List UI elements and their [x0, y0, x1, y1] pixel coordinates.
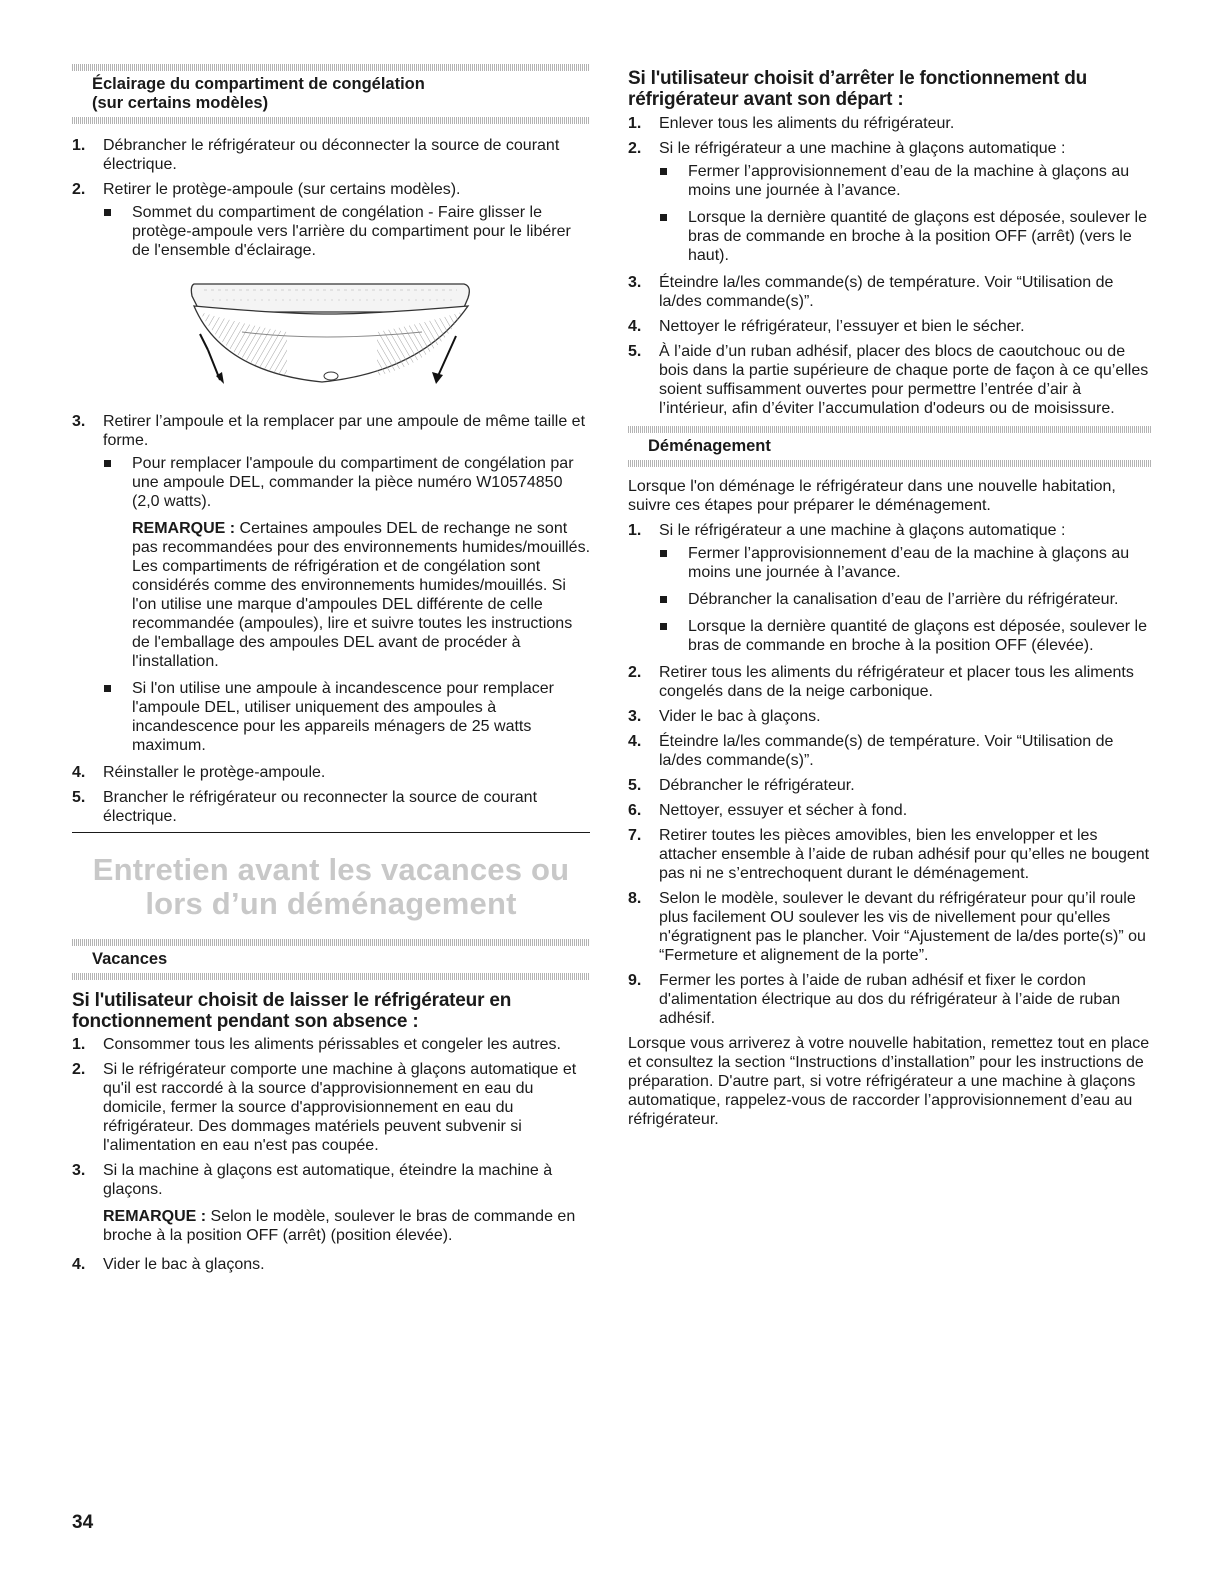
list-item: 5. Débrancher le réfrigérateur. [628, 777, 855, 794]
list-item: 3. Vider le bac à glaçons. [628, 708, 821, 725]
note: REMARQUE : Certaines ampoules DEL de rechange ne sont pas recommandées pour des environnements humides/mouillés. Les compartiments de réfrigération et de congélation sont considérés comme des environnements humides/mouillés. Si l'on utilise une marque d'ampoules DEL différente de celle recommandée (ampoules), lire et suivre toutes les instructions de l'emballage des ampoules DEL avant de procéder à l'installation. [132, 520, 591, 670]
list-item: 4. Vider le bac à glaçons. [72, 1256, 265, 1273]
chapter-title: Entretien avant les vacances ou lors d’un déménagement [92, 852, 570, 921]
section-rule [72, 832, 590, 833]
section-divider [628, 460, 1152, 467]
section-title-demenagement: Déménagement [648, 437, 771, 455]
bullet-item: Fermer l’approvisionnement d’eau de la machine à glaçons au moins une journée à l’avance. [659, 544, 1152, 582]
vacances-steps [72, 1035, 590, 1274]
section-title-vacances: Vacances [92, 950, 168, 968]
right-column [628, 68, 1152, 1135]
list-item: 8. Selon le modèle, soulever le devant du réfrigérateur pour qu’il roule plus facilement OU soulever les vis de nivellement pour qu'elles n'égratignent pas le plancher. Voir “Ajustement de la/des porte(s)” ou “Fermeture et alignement de la porte”. [628, 890, 1146, 964]
list-item: 3. Retirer l’ampoule et la remplacer par une ampoule de même taille et forme. Pour remplacer l'ampoule du compartiment de congélation par une ampoule DEL, commander la pièce numéro W10574850 (2,0 watts). REMARQUE : Certaines ampoules DEL de rechange ne sont pas recommandées pour des environnements humides/mouillés. Les compartiments de réfrigération et de congélation sont considérés comme des environnements humides/mouillés. Si l'on utilise une marque d'ampoules DEL différente de celle recommandée (ampoules), lire et suivre toutes les instructions de l'emballage des ampoules DEL avant de procéder à l'installation. Si l'on utilise une ampoule à incandescence pour remplacer l'ampoule DEL, utiliser uniquement des ampoules à incandescence pour les appareils ménagers de 25 watts maximum. [72, 413, 591, 754]
list-item: 7. Retirer toutes les pièces amovibles, bien les envelopper et les attacher ensemble à l’aide de ruban adhésif pour qu’elles ne bougent pas ni ne s’entrechoquent durant le déménagement. [628, 827, 1150, 882]
list-item: 2. Si le réfrigérateur a une machine à glaçons automatique : Fermer l’approvisionnement d’eau de la machine à glaçons au moins une journée à l’avance. Lorsque la dernière quantité de glaçons est déposée, soulever le bras de commande en broche à la position OFF (arrêt) (vers le haut). [628, 139, 1152, 265]
section-title-eclairage: Éclairage du compartiment de congélation (sur certains modèles) [92, 75, 425, 112]
list-item: 1. Débrancher le réfrigérateur ou déconnecter la source de courant électrique. [72, 137, 560, 173]
bullet-item: Fermer l’approvisionnement d’eau de la machine à glaçons au moins une journée à l’avance. [659, 162, 1152, 200]
list-item: 9. Fermer les portes à l’aide de ruban adhésif et fixer le cordon d'alimentation électrique au dos du réfrigérateur à l’aide de ruban adhésif. [628, 972, 1121, 1027]
demenagement-outro: Lorsque vous arriverez à votre nouvelle habitation, remettez tout en place et consultez la section “Instructions d’installation” pour les instructions de préparation. D'autre part, si votre réfrigérateur a une machine à glaçons automatique, rappelez-vous de raccorder l’approvisionnement d’eau au réfrigérateur. [628, 1035, 1150, 1128]
lamp-cover-illustration [72, 272, 590, 400]
arret-steps [628, 114, 1152, 418]
demenagement-intro: Lorsque l'on déménage le réfrigérateur dans une nouvelle habitation, suivre ces étapes pour préparer le déménagement. [628, 478, 1116, 514]
vacances-heading: Si l'utilisateur choisit de laisser le réfrigérateur en fonctionnement pendant son absence : [72, 990, 512, 1032]
note: REMARQUE : Selon le modèle, soulever le bras de commande en broche à la position OFF (arrêt) (position élevée). [103, 1208, 576, 1244]
bullet-item: Pour remplacer l'ampoule du compartiment de congélation par une ampoule DEL, commander la pièce numéro W10574850 (2,0 watts). [103, 454, 590, 511]
section-divider [72, 973, 590, 980]
left-column [72, 64, 590, 1280]
section-divider [72, 939, 590, 946]
eclairage-steps-cont [72, 412, 590, 826]
list-item: 1. Consommer tous les aliments périssables et congeler les autres. [72, 1036, 561, 1053]
section-divider [628, 426, 1152, 433]
lamp-cover-drawing [72, 272, 590, 400]
list-item: 4. Éteindre la/les commande(s) de température. Voir “Utilisation de la/des commande(s)”. [628, 733, 1114, 769]
list-item: 2. Si le réfrigérateur comporte une machine à glaçons automatique et qu'il est raccordé à la source d'approvisionnement en eau du domicile, fermer la source d'approvisionnement en eau du réfrigérateur. Des dommages matériels peuvent subvenir si l'alimentation en eau n'est pas coupée. [72, 1061, 577, 1154]
bullet-item: Débrancher la canalisation d’eau de l’arrière du réfrigérateur. [659, 590, 1152, 609]
bullet-item: Sommet du compartiment de congélation - Faire glisser le protège-ampoule vers l'arrière du compartiment pour le libérer de l'ensemble d'éclairage. [103, 203, 590, 260]
list-item: 4. Réinstaller le protège-ampoule. [72, 764, 326, 781]
page-number: 34 [72, 1512, 94, 1533]
section-divider [72, 117, 590, 124]
bullet-item: Si l'on utilise une ampoule à incandescence pour remplacer l'ampoule DEL, utiliser uniquement des ampoules à incandescence pour les appareils ménagers de 25 watts maximum. [103, 679, 590, 755]
bullet-item: Lorsque la dernière quantité de glaçons est déposée, soulever le bras de commande en broche à la position OFF (élevée). [659, 617, 1152, 655]
list-item: 4. Nettoyer le réfrigérateur, l’essuyer et bien le sécher. [628, 318, 1025, 335]
list-item: 3. Éteindre la/les commande(s) de température. Voir “Utilisation de la/des commande(s)”. [628, 274, 1114, 310]
list-item: 5. À l’aide d’un ruban adhésif, placer des blocs de caoutchouc ou de bois dans la partie supérieure de chaque porte de façon à ce qu’elles soient suffisamment ouvertes pour permettre l’entrée d’air à l’intérieur, afin d’éviter l’accumulation d'odeurs ou de moisissure. [628, 343, 1149, 417]
section-divider [72, 64, 590, 71]
arret-heading: Si l'utilisateur choisit d’arrêter le fonctionnement du réfrigérateur avant son départ : [628, 68, 1088, 110]
eclairage-steps [72, 136, 590, 260]
list-item: 6. Nettoyer, essuyer et sécher à fond. [628, 802, 908, 819]
list-item: 2. Retirer tous les aliments du réfrigérateur et placer tous les aliments congelés dans de la neige carbonique. [628, 664, 1134, 700]
list-item: 5. Brancher le réfrigérateur ou reconnecter la source de courant électrique. [72, 789, 538, 825]
list-item: 2. Retirer le protège-ampoule (sur certains modèles). Sommet du compartiment de congélation - Faire glisser le protège-ampoule vers l'arrière du compartiment pour le libérer de l'ensemble d'éclairage. [72, 180, 590, 260]
list-item: 3. Si la machine à glaçons est automatique, éteindre la machine à glaçons. REMARQUE : Selon le modèle, soulever le bras de commande en broche à la position OFF (arrêt) (position élevée). [72, 1161, 590, 1245]
list-item: 1. Enlever tous les aliments du réfrigérateur. [628, 115, 955, 132]
list-item: 1. Si le réfrigérateur a une machine à glaçons automatique : Fermer l’approvisionnement d’eau de la machine à glaçons au moins une journée à l’avance. Débrancher la canalisation d’eau de l’arrière du réfrigérateur. Lorsque la dernière quantité de glaçons est déposée, soulever le bras de commande en broche à la position OFF (élevée). [628, 521, 1152, 655]
bullet-item: Lorsque la dernière quantité de glaçons est déposée, soulever le bras de commande en broche à la position OFF (arrêt) (vers le haut). [659, 208, 1152, 265]
demenagement-steps [628, 521, 1152, 1028]
